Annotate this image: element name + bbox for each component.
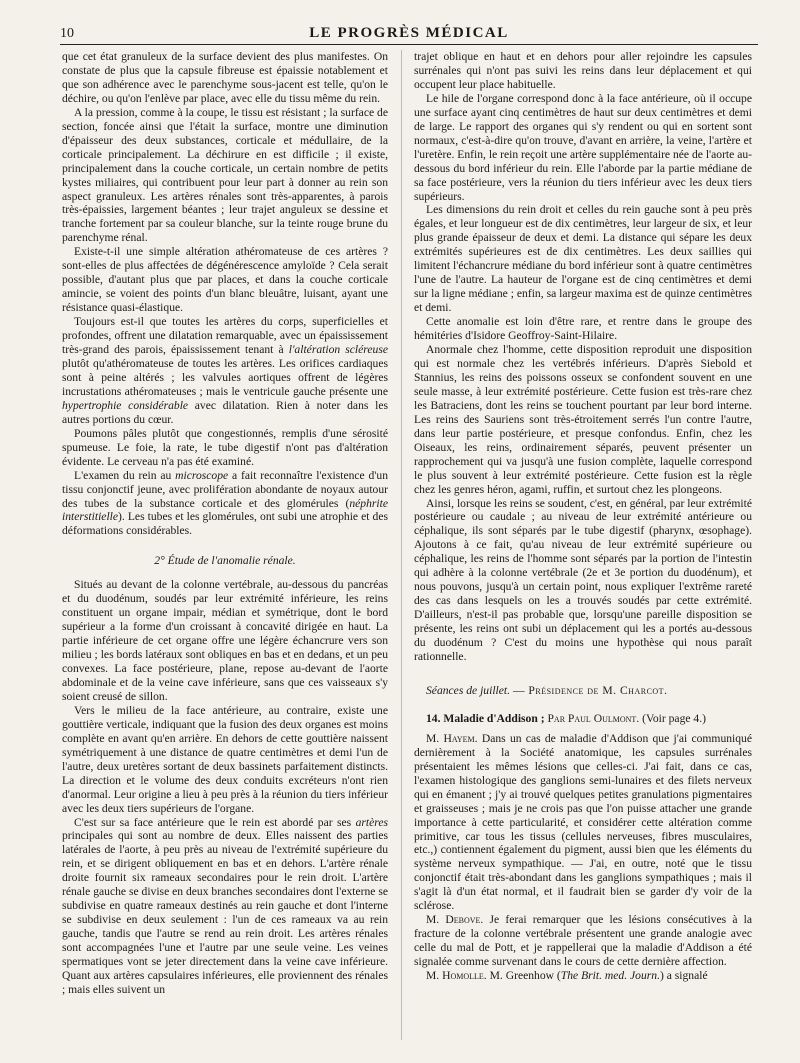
emphasis: hypertrophie considérable (62, 398, 189, 412)
paragraph: Cette anomalie est loin d'être rare, et rentre dans le groupe des hémitéries d'Isidore Geoffroy-Saint-Hilaire. (414, 315, 752, 343)
article-author: Par Paul Oulmont. (547, 711, 640, 725)
paragraph: L'examen du rein au microscope a fait reconnaître l'existence d'un tissu conjonctif jeune, avec prolifération abondante de noyaux autour des tubes de la substance corticale et des glomérules (néphrite interstitielle). Les tubes et les glomérules, ont subi une atrophie et des déformations considérables. (62, 468, 388, 538)
column-divider (401, 50, 402, 1040)
header-rule (60, 44, 758, 45)
journal-title: The Brit. med. Journ. (560, 969, 660, 983)
paragraph: Ainsi, lorsque les reins se soudent, c'est, en général, par leur extrémité postérieure ou caudale ; au niveau de leur extrémité antérieure ou céphalique, ils sont séparés par le tube digestif (pharynx, œsophage). Ajoutons à ce fait, qu'au niveau de leur extrémité supérieure ou céphalique, les reins de l'homme sont séparés par la portion de l'intestin qui adhère à la colonne vertébrale (2e et 3e portion du duodénum), et nous pouvons, jusqu'à un certain point, nous expliquer l'extrême rareté des cas dans lesquels on les a trouvés soudés par cette extrémité. D'ailleurs, n'est-il pas probable que, lorsqu'une pareille disposition se présente, les reins ont subi un déplacement qui les a portés au-dessous du duodénum ? C'est du moins une hypothèse qui nous paraît rationnelle. (414, 496, 752, 663)
page-number: 10 (60, 26, 74, 41)
article-heading (414, 712, 752, 726)
article-title: Maladie d'Addison ; (443, 711, 545, 725)
paragraph: Anormale chez l'homme, cette disposition reproduit une disposition qui est normale chez les vertébrés inférieurs. D'après Siebold et Stannius, les reins des poissons osseux se confondent souvent en une seule masse, à leur extrémité postérieure. Cette fusion est très-rare chez les Batraciens, dont les reins se touchent pourtant par leur bord interne. Les reins des Sauriens sont très-étroitement serrés l'un contre l'autre, dans leur partie postérieure, et presque confondus. Enfin, chez les Oiseaux, les reins, ordinairement séparés, peuvent présenter un rapprochement qui va jusqu'à une fusion complète, laquelle correspond le plus souvent à leur extrémité postérieure. Cette fusion est la règle chez les genres héron, agami, ruffin, et surtout chez les plongeons. (414, 343, 752, 496)
section-subheading: 2° Étude de l'anomalie rénale. (154, 554, 296, 568)
article-reference: (Voir page 4.) (642, 711, 706, 725)
right-column (414, 50, 752, 1050)
paragraph: M. Homolle. M. Greenhow (The Brit. med. Journ.) a signalé (426, 969, 708, 983)
paragraph: Le hile de l'organe correspond donc à la face antérieure, où il occupe une surface ayant cinq centimètres de haut sur deux centimètres et demi de large. Le rapport des organes qui s'y rendent ou qui en sortent sont normaux, c'est-à-dire qu'on trouve, d'avant en arrière, la veine, l'artère et l'uretère. Enfin, le rein reçoit une artère supplémentaire née de l'aorte au-dessous du bord inférieur du rein. Elle l'aborde par la partie médiane de sa face postérieure, vers la réunion du tiers inférieur avec les deux tiers supérieurs. (414, 91, 752, 203)
left-column (62, 50, 388, 1050)
page-header (60, 22, 758, 44)
paragraph: A la pression, comme à la coupe, le tissu est résistant ; la surface de section, foncée ainsi que l'était la surface, montre une diminution d'épaisseur des deux substances, corticale et médullaire, de la corticale principalement. La déchirure en est difficile ; il existe, principalement dans la couche corticale, un certain nombre de petits kystes miliaires, qui contribuent pour leur part à donner au rein son aspect granuleux. Les artères rénales sont très-apparentes, à parois très-épaissies, largement béantes ; leur trajet anguleux se dessine et tranche fortement par sa couleur blanche, sur la teinte rouge brune du parenchyme rénal. (62, 105, 388, 245)
paragraph: que cet état granuleux de la surface devient des plus manifestes. On constate de plus que la capsule fibreuse est épaissie notablement et que son adhérence avec le parenchyme sous-jacent est telle, qu'on le déchire, ou qu'on l'enlève par place, avec elle du tissu même du rein. (62, 50, 388, 105)
paragraph: M. Debove. Je ferai remarquer que les lésions consécutives à la fracture de la colonne vertébrale présentent une grande analogie avec celle du mal de Pott, et je rappellerai que la maladie d'Addison a été signalée comme survenant dans le cours de cette dernière affection. (414, 913, 752, 969)
paragraph: Vers le milieu de la face antérieure, au contraire, existe une gouttière verticale, indiquant que la fusion des deux organes est moins complète en avant qu'en arrière. En dehors de cette gouttière naissent symétriquement à une distance de quatre centimètres et demi l'un de l'autre, deux uretères sortant de deux bassinets parfaitement distincts. La direction et le volume des deux conduits excréteurs n'ont rien d'anormal. Leur origine a lieu à peu près à la réunion du tiers inférieur avec les deux tiers supérieurs de l'organe. (62, 703, 388, 815)
speaker-name: M. Debove. (426, 913, 484, 927)
article-number: 14. (426, 711, 441, 725)
session-title: Séances de juillet. (426, 683, 511, 697)
paragraph: Les dimensions du rein droit et celles du rein gauche sont à peu près égales, et leur longueur est de dix centimètres, leur largeur de six, et leur plus grande épaisseur de deux et demi. La distance qui sépare les deux extrémités supérieures est de dix centimètres. Les deux saillies qui limitent l'échancrure médiane du bord inférieur sont à quatre centimètres l'une de l'autre. La hauteur de l'organe est de cinq centimètres et demi sur la ligne médiane ; enfin, sa largeur maxima est de quinze centimètres et demi. (414, 203, 752, 315)
emphasis: artères (355, 815, 388, 829)
paragraph: Poumons pâles plutôt que congestionnés, remplis d'une sérosité spumeuse. Le foie, la rate, le tube digestif n'ont pas d'altération évidente. Le cerveau n'a pas été examiné. (62, 426, 388, 468)
speaker-name: M. Hayem. (426, 731, 478, 745)
emphasis: néphrite interstitielle (62, 496, 388, 524)
paragraph: Existe-t-il une simple altération athéromateuse de ces artères ? sont-elles de plus affectées de dégénérescence amyloïde ? Cela serait possible, d'autant plus que par places, et dans la couche corticale amincie, se voient des points d'un blanc bleuâtre, luisant, ayant une résistance quasi-élastique. (62, 245, 388, 315)
paragraph: M. Hayem. Dans un cas de maladie d'Addison que j'ai communiqué dernièrement à la Société anatomique, les capsules surrénales présentaient les mêmes lésions que celles-ci. J'ai fait, dans ce cas, l'examen histologique des ganglions semi-lunaires et des filets nerveux qui en émanent ; j'y ai trouvé quelques petites granulations pigmentaires et graisseuses ; mais je ne crois pas que l'on puisse attacher une grande importance à cette particularité, et considérer cette altération comme primitive, car tous les tissus (cellules nerveuses, fibres musculaires, etc.,) contiennent également du pigment, aussi bien que les éléments du système nerveux sympathique. — J'ai, en outre, noté que le tissu conjonctif était très-abondant dans les ganglions sympathiques ; mais il s'agit là d'un état normal, et il faudrait bien se garder d'y voir de la sclérose. (414, 731, 752, 913)
paragraph: C'est sur sa face antérieure que le rein est abordé par ses artères principales qui sont au nombre de deux. Elles naissent des parties latérales de l'aorte, à peu près au niveau de l'extrémité supérieure du rein, et se dirigent obliquement en bas et en dehors. L'artère rénale droite fournit six rameaux secondaires pour le rein droit. L'artère rénale gauche se divise en deux branches secondaires dont l'externe se subdivise en quatre rameaux destinés au rein gauche et dont l'interne se subdivise en deux seulement : l'un de ces rameaux va au rein gauche, tandis que l'autre se rend au rein droit. Les artères rénales sont accompagnées l'une et l'autre par une seule veine. Les veines spermatiques vont se jeter directement dans la veine cave inférieure. Quant aux artères capsulaires inférieures, elle proviennent des rénales ; mais elles suivent un (62, 815, 388, 996)
speaker-name: M. Homolle. (426, 969, 487, 983)
running-title: LE PROGRÈS MÉDICAL (309, 25, 509, 41)
session-presidency: — Présidence de M. Charcot. (512, 683, 668, 697)
paragraph: Situés au devant de la colonne vertébrale, au-dessous du pancréas et du duodénum, soudés par leur extrémité inférieure, les reins constituent un organe impair, médian et symétrique, dont le bord supérieur a la forme d'un croissant à concavité dirigée en haut. La partie inférieure de cet organe offre une légère échancrure vers son milieu ; les bords latéraux sont obliques en bas et en dedans, et un peu convexes. La face postérieure, plane, repose au-devant de l'aorte abdominale et de la veine cave inférieure, sans que ces vaisseaux s'y soient creusé de sillon. (62, 578, 388, 703)
emphasis: l'altération scléreuse (288, 343, 388, 357)
paragraph: Toujours est-il que toutes les artères du corps, superficielles et profondes, offrent une dilatation remarquable, avec un épaississement très-grand des parois, épaississement tenant à l'altération scléreuse plutôt qu'athéromateuse de toutes les artères. Les orifices cardiaques sont à peine altérés ; les valvules aortiques offrent de légères incrustations athéromateuses ; mais le ventricule gauche présente une hypertrophie considérable avec dilatation. Rien à noter dans les autres portions du cœur. (62, 315, 388, 426)
paragraph: trajet oblique en haut et en dehors pour aller rejoindre les capsules surrénales qui n'ont pas suivi les reins dans leur déplacement et qui occupent leur place habituelle. (414, 50, 752, 91)
session-heading (414, 684, 752, 698)
emphasis: microscope (175, 468, 229, 482)
